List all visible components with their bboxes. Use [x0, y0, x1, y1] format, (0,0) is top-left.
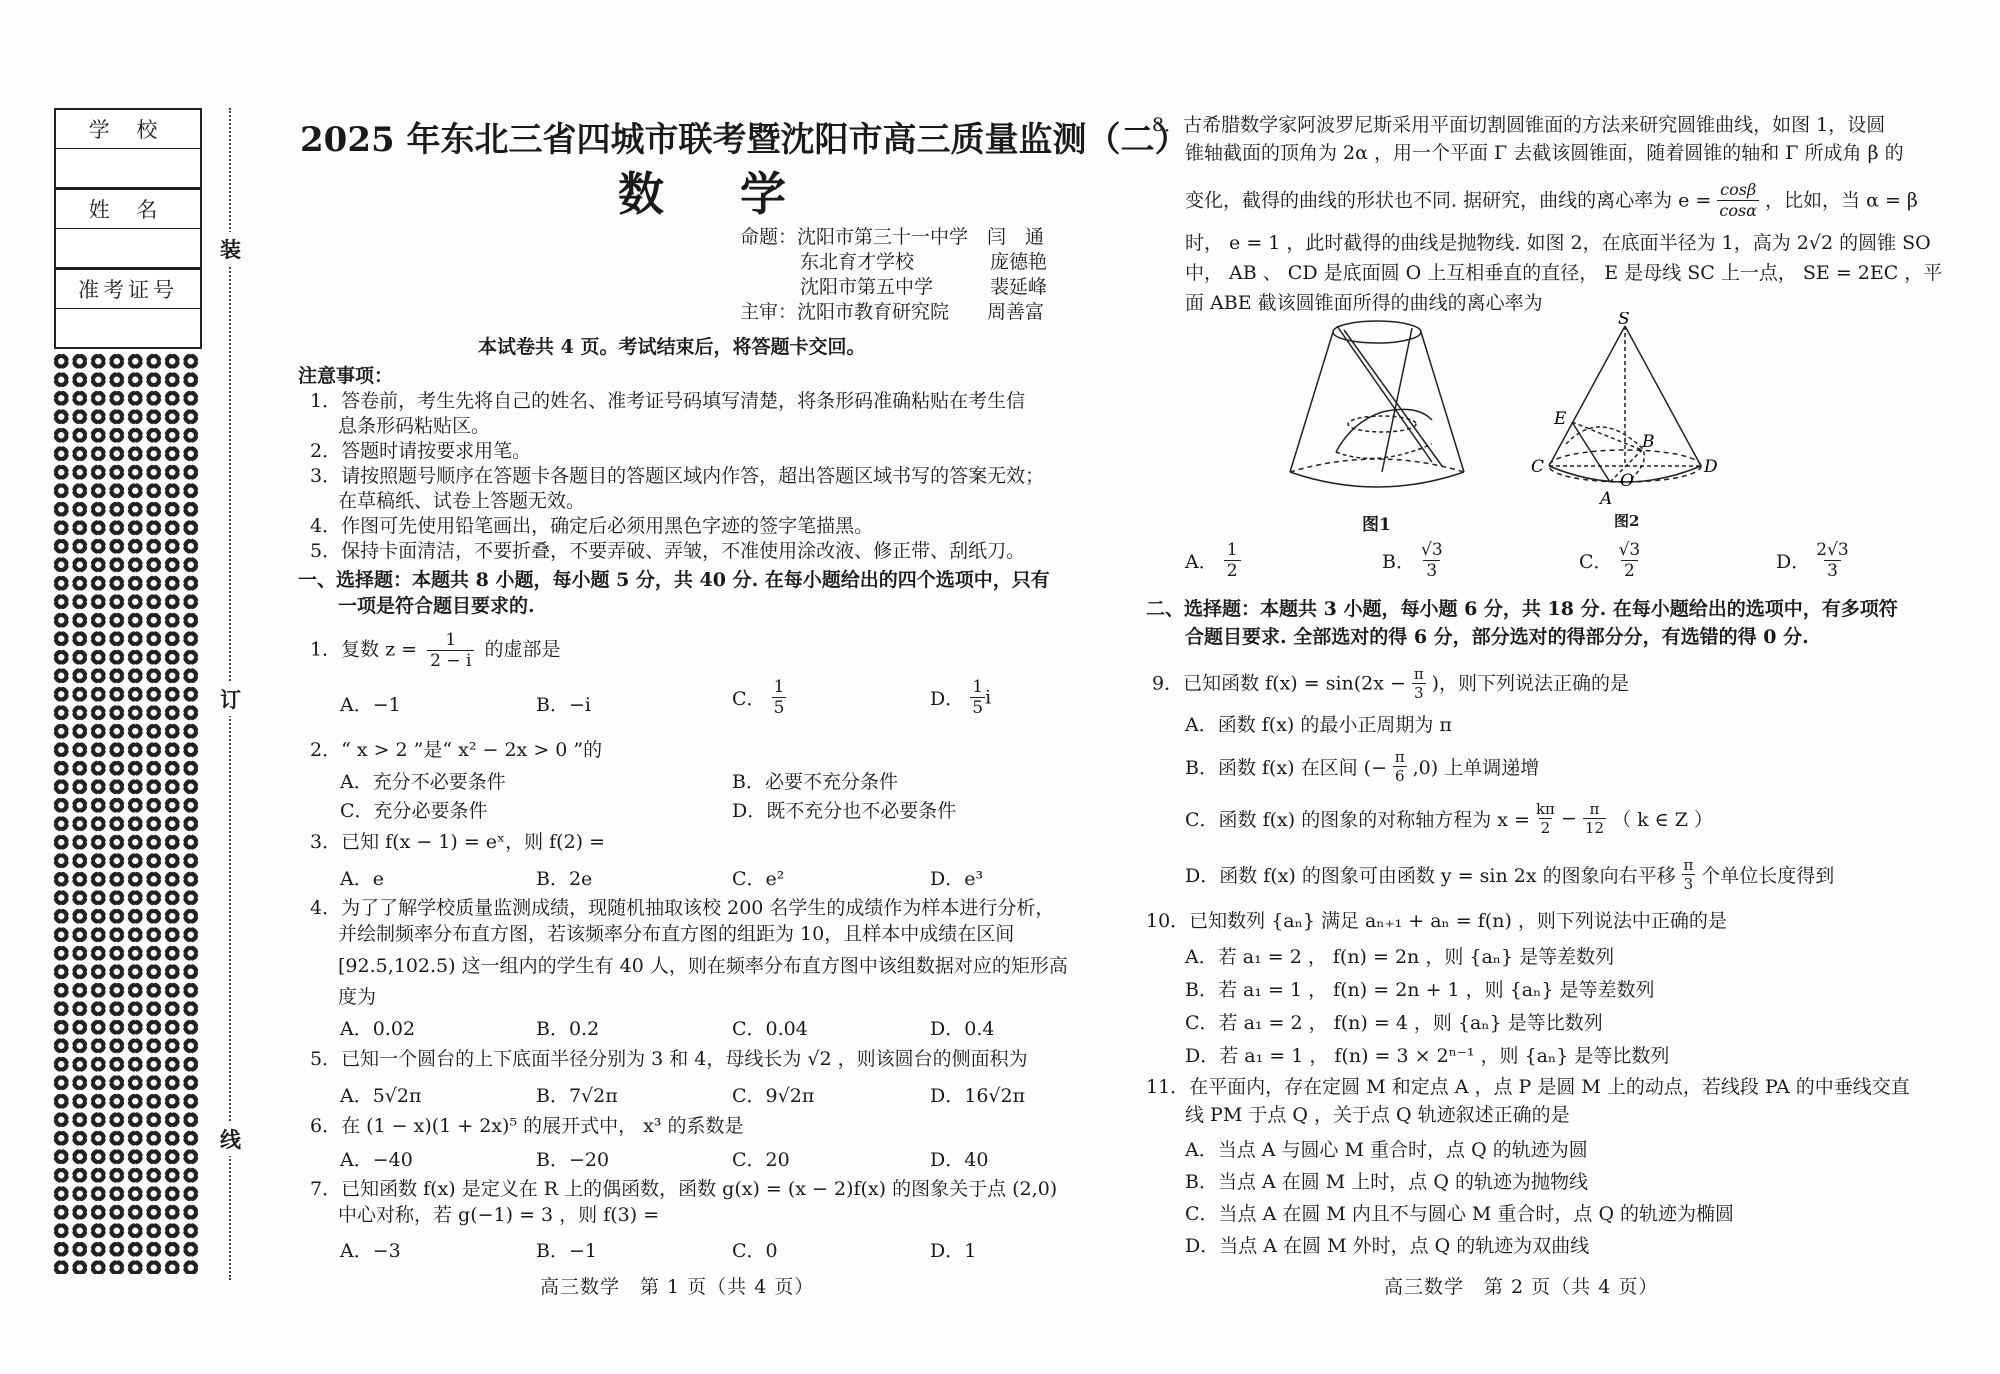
- school-field[interactable]: [54, 108, 202, 189]
- fig2-label-c: C: [1531, 457, 1545, 477]
- pages-note: 本试卷共 4 页。考试结束后，将答题卡交回。: [478, 336, 866, 358]
- q6-option-b[interactable]: B．−20: [536, 1149, 610, 1171]
- q11-option-b[interactable]: B．当点 A 在圆 M 上时，点 Q 的轨迹为抛物线: [1185, 1171, 1588, 1193]
- q8-e-num: cosβ: [1720, 180, 1757, 199]
- q10-option-a[interactable]: A．若 a₁ = 2 ， f(n) = 2n ，则 {aₙ} 是等差数列: [1185, 946, 1615, 968]
- q5-option-a[interactable]: A．5√2π: [340, 1085, 422, 1107]
- side-char-bind: 装: [220, 232, 241, 266]
- name-blank[interactable]: [56, 229, 200, 267]
- q10-option-c[interactable]: C．若 a₁ = 2 ， f(n) = 4 ，则 {aₙ} 是等比数列: [1185, 1012, 1603, 1034]
- q8-line-2: 锥轴截面的顶角为 2α ，用一个平面 Γ 去截该圆锥面，随着圆锥的轴和 Γ 所成角 β 的: [1185, 142, 1904, 164]
- q3-option-b[interactable]: B．2e: [536, 868, 593, 890]
- figure-2-cone: [1530, 312, 1720, 512]
- fig2-label-s: S: [1618, 312, 1630, 329]
- q1-stem: 1．复数 z = $\frac{1}{2 - i}$ 的虚部是: [310, 630, 561, 671]
- q5-option-c[interactable]: C．9√2π: [732, 1085, 815, 1107]
- q8-option-c[interactable]: C． $\frac{√3}{2}$: [1579, 540, 1641, 581]
- q1-fraction-den: 2 − i: [427, 650, 474, 671]
- q8-line-5: 中， AB 、 CD 是底面圆 O 上互相垂直的直径， E 是母线 SC 上一点， SE = 2EC ，平: [1185, 262, 1943, 284]
- name-field[interactable]: [54, 188, 202, 269]
- q1-option-b[interactable]: B．−i: [536, 694, 591, 716]
- decorative-gear-border: [52, 352, 200, 1274]
- q11-line-2: 线 PM 于点 Q ，关于点 Q 轨迹叙述正确的是: [1185, 1104, 1570, 1126]
- section1-line-2: 一项是符合题目要求的.: [338, 595, 535, 617]
- q9-option-a[interactable]: A．函数 f(x) 的最小正周期为 π: [1185, 714, 1452, 736]
- school-blank[interactable]: [56, 149, 200, 187]
- q9-option-c[interactable]: C．函数 f(x) 的图象的对称轴方程为 x = $\frac{k\pi}{2}$ − $\frac{\pi}{12}$ （ k ∈ Z ）: [1185, 800, 1714, 837]
- q2-option-c[interactable]: C．充分必要条件: [340, 800, 488, 822]
- subject-title: 数 学: [618, 167, 817, 221]
- q5-option-d[interactable]: D．16√2π: [930, 1085, 1026, 1107]
- q9-option-b[interactable]: B．函数 f(x) 在区间 (− $\frac{\pi}{6}$ ,0) 上单调递增: [1185, 748, 1540, 785]
- fig2-label-o: O: [1620, 471, 1634, 491]
- q8-e-den: cosα: [1719, 201, 1757, 220]
- q4-line-2: 并绘制频率分布直方图，若该频率分布直方图的组距为 10，且样本中成绩在区间: [338, 923, 1015, 945]
- q1-option-c[interactable]: C． $\frac{1}{5}$: [732, 677, 785, 718]
- note-line-7: 5．保持卡面清洁，不要折叠，不要弄破、弄皱，不准使用涂改液、修正带、刮纸刀。: [310, 540, 1026, 562]
- note-line-3: 2．答题时请按要求用笔。: [310, 440, 532, 462]
- notes-heading: 注意事项：: [298, 365, 394, 387]
- q9-stem: 9．已知函数 f(x) = sin(2x − $\frac{\pi}{3}$ )，则下列说法正确的是: [1152, 665, 1630, 702]
- exam-id-label: 准考证号: [56, 270, 200, 309]
- q1-fraction-num: 1: [445, 630, 457, 650]
- q1-option-d[interactable]: D． $\frac{1}{5}$ i: [930, 677, 992, 718]
- q11-option-d[interactable]: D．当点 A 在圆 M 外时，点 Q 的轨迹为双曲线: [1185, 1235, 1590, 1257]
- q4-option-b[interactable]: B．0.2: [536, 1018, 600, 1040]
- q8-option-d[interactable]: D． $\frac{2√3}{3}$: [1776, 540, 1849, 581]
- credit-line-2: 东北育才学校 庞德艳: [800, 251, 1048, 273]
- q11-option-c[interactable]: C．当点 A 在圆 M 内且不与圆心 M 重合时，点 Q 的轨迹为椭圆: [1185, 1203, 1735, 1225]
- q10-option-b[interactable]: B．若 a₁ = 1 ， f(n) = 2n + 1 ，则 {aₙ} 是等差数列: [1185, 979, 1655, 1001]
- exam-id-blank[interactable]: [56, 309, 200, 347]
- q7-option-c[interactable]: C．0: [732, 1240, 778, 1262]
- section2-line-2: 合题目要求. 全部选对的得 6 分，部分选对的得部分分，有选错的得 0 分.: [1185, 626, 1809, 648]
- q3-option-a[interactable]: A．e: [340, 868, 384, 890]
- figure-1-caption: 图1: [1362, 515, 1391, 535]
- side-char-line: 线: [220, 1122, 241, 1156]
- credit-line-4: 主审：沈阳市教育研究院 周善富: [740, 301, 1045, 323]
- note-line-5: 在草稿纸、试卷上答题无效。: [338, 490, 586, 512]
- fig2-label-e: E: [1554, 409, 1567, 429]
- q8-line-6: 面 ABE 截该圆锥面所得的曲线的离心率为: [1185, 292, 1543, 314]
- q4-option-a[interactable]: A．0.02: [340, 1018, 416, 1040]
- q4-option-d[interactable]: D．0.4: [930, 1018, 995, 1040]
- note-line-4: 3．请按照题号顺序在答题卡各题目的答题区域内作答，超出答题区域书写的答案无效；: [310, 465, 1045, 487]
- q9-option-d[interactable]: D．函数 f(x) 的图象可由函数 y = sin 2x 的图象向右平移 $\frac{\pi}{3}$ 个单位长度得到: [1185, 856, 1835, 893]
- q4-option-c[interactable]: C．0.04: [732, 1018, 808, 1040]
- q11-line-1: 11．在平面内，存在定圆 M 和定点 A ，点 P 是圆 M 上的动点，若线段 PA 的中垂线交直: [1146, 1076, 1910, 1098]
- q8-line-1: 8．古希腊数学家阿波罗尼斯采用平面切割圆锥面的方法来研究圆锥曲线，如图 1，设圆: [1152, 114, 1886, 136]
- q4-line-4: 度为: [338, 986, 377, 1008]
- page-title: 2025 年东北三省四城市联考暨沈阳市高三质量监测（二）: [300, 120, 1189, 160]
- footer-left: 高三数学 第 1 页（共 4 页）: [540, 1276, 815, 1298]
- section1-line-1: 一、选择题：本题共 8 小题，每小题 5 分，共 40 分. 在每小题给出的四个选项中，只有: [298, 569, 1050, 591]
- fig2-label-b: B: [1642, 432, 1655, 452]
- q8-line-4: 时， e = 1 ，此时截得的曲线是抛物线. 如图 2，在底面半径为 1，高为 2√2 的圆锥 SO: [1185, 232, 1931, 254]
- q10-stem: 10．已知数列 {aₙ} 满足 aₙ₊₁ + aₙ = f(n) ，则下列说法中正确的是: [1146, 910, 1727, 932]
- q3-option-c[interactable]: C．e²: [732, 868, 785, 890]
- q5-stem: 5．已知一个圆台的上下底面半径分别为 3 和 4，母线长为 √2 ，则该圆台的侧面积为: [310, 1048, 1028, 1070]
- q8-line-3: 变化，截得的曲线的形状也不同. 据研究，曲线的离心率为 e = $\frac{\cos\beta}{\cos\alpha}$ ，比如，当 α = β: [1185, 180, 1918, 220]
- name-label: 姓 名: [56, 190, 200, 229]
- note-line-1: 1．答卷前，考生先将自己的姓名、准考证号码填写清楚，将条形码准确粘贴在考生信: [310, 390, 1026, 412]
- q1-option-a[interactable]: A．−1: [340, 694, 401, 716]
- q3-stem: 3．已知 f(x − 1) = eˣ，则 f(2) =: [310, 831, 606, 853]
- fig2-label-a: A: [1600, 489, 1613, 509]
- credit-line-1: 命题：沈阳市第三十一中学 闫 通: [740, 226, 1045, 248]
- q2-option-b[interactable]: B．必要不充分条件: [732, 771, 898, 793]
- q7-option-d[interactable]: D．1: [930, 1240, 977, 1262]
- q5-option-b[interactable]: B．7√2π: [536, 1085, 618, 1107]
- q7-line-2: 中心对称，若 g(−1) = 3 ，则 f(3) =: [338, 1204, 660, 1226]
- q7-option-b[interactable]: B．−1: [536, 1240, 597, 1262]
- fig2-label-d: D: [1704, 457, 1718, 477]
- q6-option-c[interactable]: C．20: [732, 1149, 790, 1171]
- q2-option-d[interactable]: D．既不充分也不必要条件: [732, 800, 957, 822]
- school-label: 学 校: [56, 110, 200, 149]
- q8-option-a[interactable]: A． $\frac{1}{2}$: [1185, 540, 1241, 581]
- q7-line-1: 7．已知函数 f(x) 是定义在 R 上的偶函数，函数 g(x) = (x − 2)f(x) 的图象关于点 (2,0): [310, 1178, 1058, 1200]
- credit-line-3: 沈阳市第五中学 裴延峰: [800, 276, 1048, 298]
- q4-line-3: [92.5,102.5) 这一组内的学生有 40 人，则在频率分布直方图中该组数据对应的矩形高: [338, 955, 1068, 977]
- footer-right: 高三数学 第 2 页（共 4 页）: [1384, 1276, 1659, 1298]
- section2-line-1: 二、选择题：本题共 3 小题，每小题 6 分，共 18 分. 在每小题给出的选项中，有多项符: [1146, 598, 1898, 620]
- q11-option-a[interactable]: A．当点 A 与圆心 M 重合时，点 Q 的轨迹为圆: [1185, 1139, 1588, 1161]
- note-line-2: 息条形码粘贴区。: [338, 415, 491, 437]
- q10-option-d[interactable]: D．若 a₁ = 1 ， f(n) = 3 × 2ⁿ⁻¹ ，则 {aₙ} 是等比数列: [1185, 1045, 1670, 1067]
- exam-id-field[interactable]: [54, 268, 202, 349]
- q2-option-a[interactable]: A．充分不必要条件: [340, 771, 506, 793]
- q4-line-1: 4．为了了解学校质量监测成绩，现随机抽取该校 200 名学生的成绩作为样本进行分析，: [310, 897, 1055, 919]
- figure-2-caption: 图2: [1614, 512, 1640, 530]
- side-char-order: 订: [220, 682, 241, 716]
- q7-option-a[interactable]: A．−3: [340, 1240, 401, 1262]
- q6-stem: 6．在 (1 − x)(1 + 2x)⁵ 的展开式中， x³ 的系数是: [310, 1115, 744, 1137]
- note-line-6: 4．作图可先使用铅笔画出，确定后必须用黑色字迹的签字笔描黑。: [310, 515, 874, 537]
- q2-stem: 2．“ x > 2 ”是“ x² − 2x > 0 ”的: [310, 739, 603, 761]
- q8-option-b[interactable]: B． $\frac{√3}{3}$: [1382, 540, 1443, 581]
- q6-option-d[interactable]: D．40: [930, 1149, 989, 1171]
- q6-option-a[interactable]: A．−40: [340, 1149, 413, 1171]
- figure-1-cone-section: [1282, 312, 1472, 502]
- q3-option-d[interactable]: D．e³: [930, 868, 984, 890]
